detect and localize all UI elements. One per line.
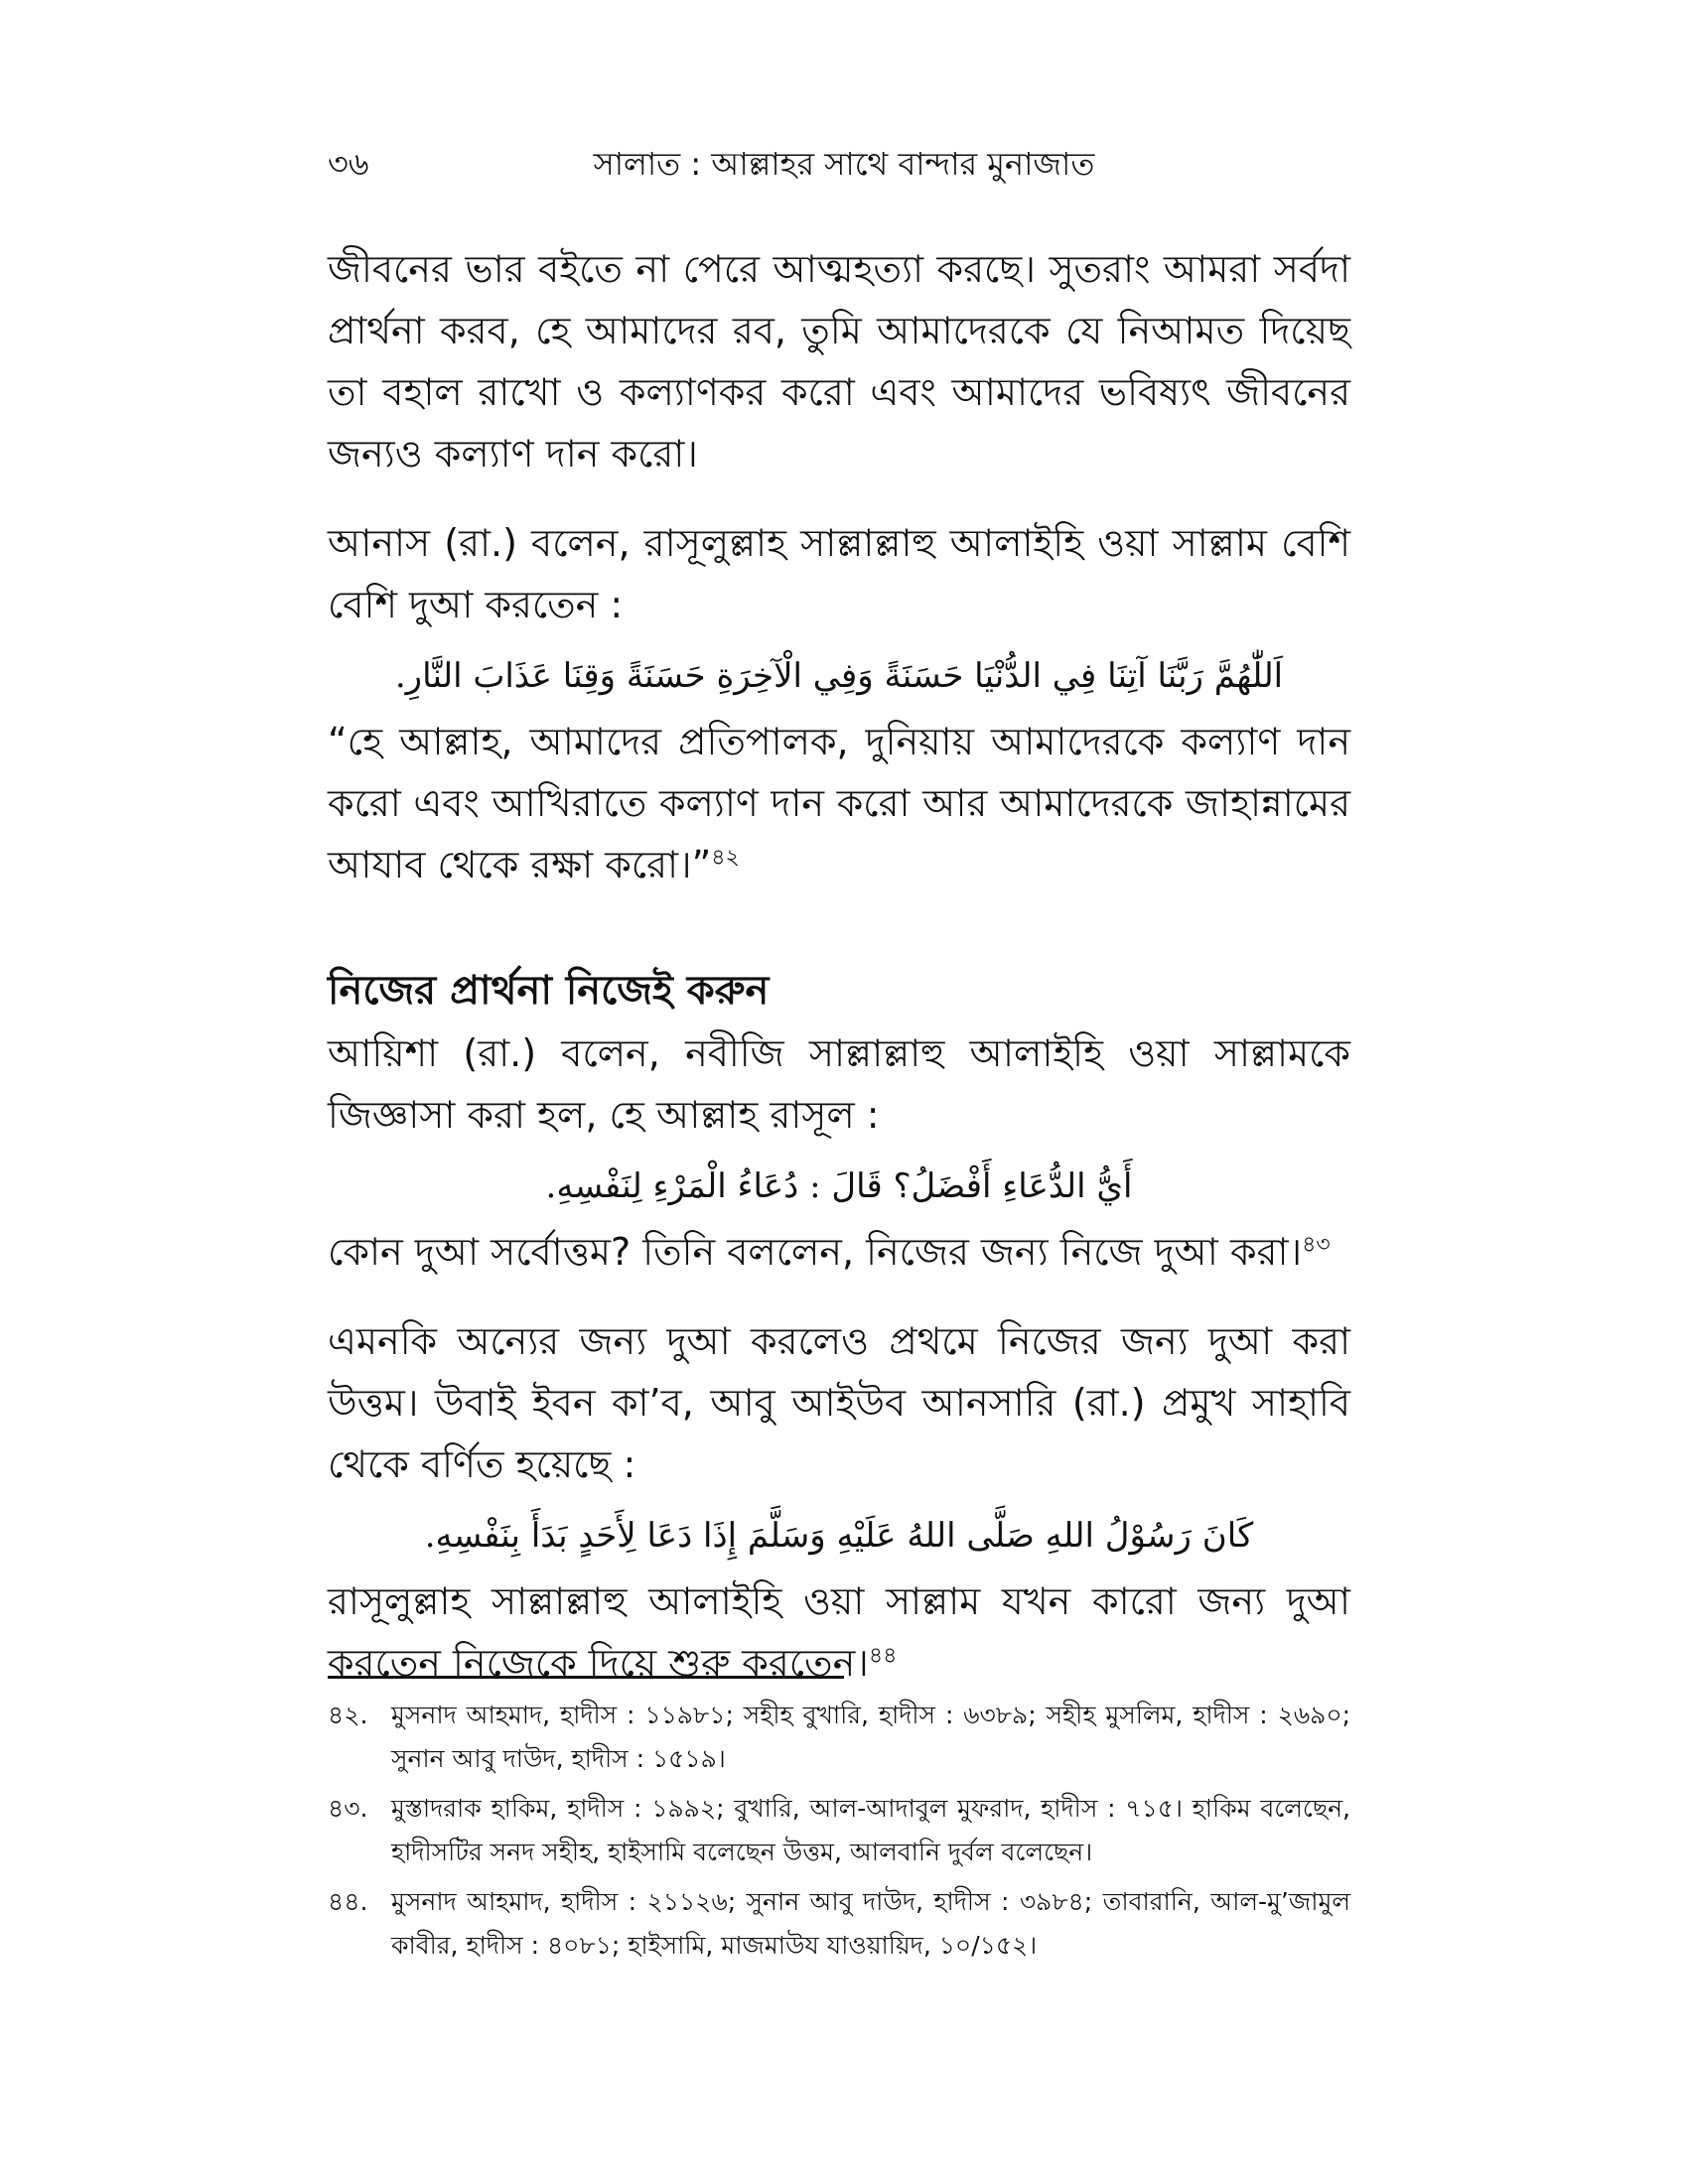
- page-body: [328, 238, 1350, 1694]
- footnote-divider: [328, 1676, 844, 1679]
- footnote-ref: ৪৩: [1302, 1232, 1331, 1258]
- footnote-text: মুস্তাদরাক হাকিম, হাদীস : ১৯৯২; বুখারি, আল-আদাবুল মুফরাদ, হাদীস : ৭১৫। হাকিম বলেছেন, হাদীসটির সনদ সহীহ, হাইসামি বলেছেন উত্তম, আলবানি দুর্বল বলেছেন।: [391, 1794, 1350, 1866]
- footnote-ref: ৪৪: [868, 1643, 898, 1669]
- paragraph: আনাস (রা.) বলেন, রাসূলুল্লাহ সাল্লাল্লাহু আলাইহি ওয়া সাল্লাম বেশি বেশি দুআ করতেন :: [328, 521, 1350, 626]
- arabic-quote: كَانَ رَسُوْلُ اللهِ صَلَّى اللهُ عَلَيْهِ وَسَلَّمَ إِذَا دَعَا لِأَحَدٍ بَدَأَ بِنَفْسِهِ.: [424, 1516, 1254, 1556]
- paragraph: আয়িশা (রা.) বলেন, নবীজি সাল্লাল্লাহু আলাইহি ওয়া সাল্লামকে জিজ্ঞাসা করা হল, হে আল্লাহ রাসূল :: [328, 1031, 1350, 1137]
- paragraph-text: “হে আল্লাহ, আমাদের প্রতিপালক, দুনিয়ায় আমাদেরকে কল্যাণ দান করো এবং আখিরাতে কল্যাণ দান করো আর আমাদেরকে জাহান্নামের আযাব থেকে রক্ষা করো।”: [328, 720, 1350, 887]
- paragraph: জীবনের ভার বইতে না পেরে আত্মহত্যা করছে। সুতরাং আমরা সর্বদা প্রার্থনা করব, হে আমাদের রব, তুমি আমাদেরকে যে নিআমত দিয়েছ তা বহাল রাখো ও কল্যাণকর করো এবং আমাদের ভবিষ্যৎ জীবনের জন্যও কল্যাণ দান করো।: [328, 247, 1350, 476]
- page-number: ৩৬: [328, 145, 369, 183]
- paragraph-text: রাসূলুল্লাহ সাল্লাল্লাহু আলাইহি ওয়া সাল্লাম যখন কারো জন্য দুআ করতেন নিজেকে দিয়ে শুরু করতেন।: [328, 1579, 1350, 1685]
- footnotes: [328, 1694, 1350, 1974]
- footnote-text: মুসনাদ আহমাদ, হাদীস : ২১১২৬; সুনান আবু দাউদ, হাদীস : ৩৯৮৪; তাবারানি, আল-মু’জামুল কাবীর, হাদীস : ৪০৮১; হাইসামি, মাজমাউয যাওয়ায়িদ, ১০/১৫২।: [391, 1887, 1350, 1960]
- paragraph-text: কোন দুআ সর্বোত্তম? তিনি বললেন, নিজের জন্য নিজে দুআ করা।: [328, 1230, 1303, 1274]
- footnote-number: ৪২.: [328, 1701, 368, 1729]
- paragraph: এমনকি অন্যের জন্য দুআ করলেও প্রথমে নিজের জন্য দুআ করা উত্তম। উবাই ইবন কা’ব, আবু আইউব আনসারি (রা.) প্রমুখ সাহাবি থেকে বর্ণিত হয়েছে :: [328, 1319, 1350, 1486]
- arabic-quote: اَللّٰهُمَّ رَبَّنَا آتِنَا فِي الدُّنْيَا حَسَنَةً وَفِي الْآخِرَةِ حَسَنَةً وَقِنَا عَذَابَ النَّارِ.: [394, 656, 1284, 696]
- paragraph: [328, 711, 1350, 895]
- running-title: সালাত : আল্লাহর সাথে বান্দার মুনাজাত: [593, 145, 1095, 183]
- page-header: [0, 139, 1688, 199]
- paragraph: [328, 1221, 1350, 1283]
- arabic-quote: أَيُّ الدُّعَاءِ أَفْضَلُ؟ قَالَ : دُعَاءُ الْمَرْءِ لِنَفْسِهِ.: [545, 1166, 1133, 1206]
- section-heading: নিজের প্রার্থনা নিজেই করুন: [328, 968, 770, 1014]
- footnote-number: ৪৪.: [328, 1887, 368, 1916]
- footnote: [328, 1787, 1350, 1874]
- footnote: [328, 1694, 1350, 1781]
- footnote-text: মুসনাদ আহমাদ, হাদীস : ১১৯৮১; সহীহ বুখারি, হাদীস : ৬৩৮৯; সহীহ মুসলিম, হাদীস : ২৬৯০; সুনান আবু দাউদ, হাদীস : ১৫১৯।: [391, 1701, 1350, 1773]
- footnote-ref: ৪২: [711, 845, 740, 871]
- footnote: [328, 1880, 1350, 1968]
- footnote-number: ৪৩.: [328, 1794, 368, 1823]
